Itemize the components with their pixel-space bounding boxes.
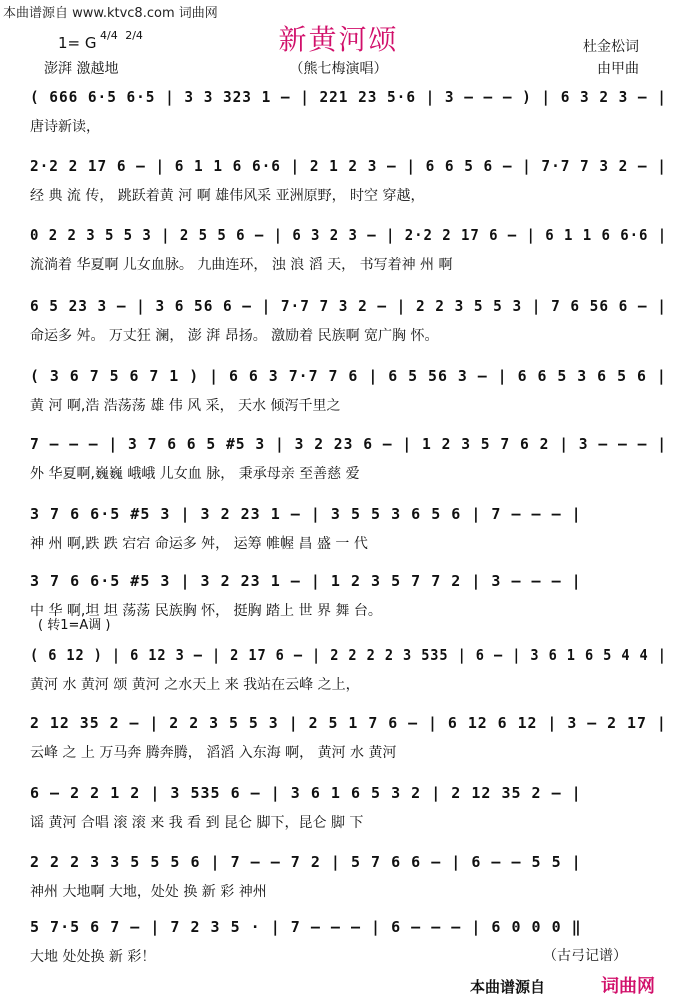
score-row-9	[0, 646, 677, 716]
lyrics-line: 流淌着 华夏啊 儿女血脉。 九曲连环， 浊 浪 滔 天， 书写着神 州 啊	[30, 257, 453, 273]
score-row-7	[0, 505, 677, 575]
score-row-11	[0, 784, 677, 854]
transcriber-credit: （古弓记谱）	[543, 948, 627, 964]
score-row-4	[0, 297, 677, 367]
time-signatures	[98, 30, 145, 41]
score-row-10	[0, 714, 677, 784]
lyrics-line: 谣 黄河 合唱 滚 滚 来 我 看 到 昆仑 脚下，昆仑 脚 下	[30, 815, 364, 831]
score-row-2	[0, 157, 677, 227]
notes-line: 6 – 2 2 1 2 | 3 535 6 – | 3 6 1 6 5 3 2 | 2 12 35 2 – |	[30, 784, 582, 802]
lyrics-line: 黄河 水 黄河 颂 黄河 之水天上 来 我站在云峰 之上，	[30, 677, 360, 693]
score-row-3	[0, 226, 677, 296]
score-row-6	[0, 435, 677, 505]
notes-line: 0 2 2 3 5 5 3 | 2 5 5 6 – | 6 3 2 3 – | 2·2 2 17 6 – | 6 1 1 6 6·6 |	[30, 226, 668, 244]
time-signature-2: 2/4	[125, 29, 143, 42]
key-change-note: ( 转1=A调 )	[38, 618, 111, 633]
lyrics-line: 黄 河 啊,浩 浩荡荡 雄 伟 风 采， 天水 倾泻千里之	[30, 398, 341, 414]
page-title: 新黄河颂	[278, 23, 399, 56]
notes-line: ( 666 6·5 6·5 | 3 3 323 1 – | 221 23 5·6 | 3 – – – ) | 6 3 2 3 – |	[30, 88, 667, 106]
lyrics-line: 神州 大地啊 大地，处处 换 新 彩 神州	[30, 884, 267, 900]
composer: 由甲曲	[597, 61, 639, 77]
singer: （熊七梅演唱）	[289, 61, 388, 77]
lyrics-line: 云峰 之 上 万马奔 腾奔腾， 滔滔 入东海 啊， 黄河 水 黄河	[30, 745, 397, 761]
tempo-style: 澎湃 激越地	[44, 61, 119, 77]
score-row-12	[0, 853, 677, 923]
lyrics-line: 外 华夏啊,巍巍 峨峨 儿女血 脉， 秉承母亲 至善慈 爱	[30, 466, 360, 482]
site-banner: 本曲谱源自 www.ktvc8.com 词曲网	[3, 6, 218, 21]
notes-line: 3 7 6 6·5 #5 3 | 3 2 23 1 – | 1 2 3 5 7 7 2 | 3 – – – |	[30, 572, 582, 590]
lyrics-line: 唐诗新读，	[30, 119, 100, 135]
notes-line: 2·2 2 17 6 – | 6 1 1 6 6·6 | 2 1 2 3 – | 6 6 5 6 – | 7·7 7 3 2 – |	[30, 157, 667, 175]
footer-source-text: 本曲谱源自	[470, 978, 546, 996]
notes-line: ( 3 6 7 5 6 7 1 ) | 6 6 3 7·7 7 6 | 6 5 56 3 – | 6 6 5 3 6 5 6 |	[30, 367, 667, 385]
notes-line: 2 12 35 2 – | 2 2 3 5 5 3 | 2 5 1 7 6 – | 6 12 6 12 | 3 – 2 17 |	[30, 714, 667, 732]
lyrics-line: 神 州 啊,跌 跌 宕宕 命运多 舛， 运筹 帷幄 昌 盛 一 代	[30, 536, 368, 552]
notes-line: 6 5 23 3 – | 3 6 56 6 – | 7·7 7 3 2 – | 2 2 3 5 5 3 | 7 6 56 6 – |	[30, 297, 667, 315]
notes-line: 7 – – – | 3 7 6 6 5 #5 3 | 3 2 23 6 – | 1 2 3 5 7 6 2 | 3 – – – |	[30, 435, 668, 453]
notes-line: 3 7 6 6·5 #5 3 | 3 2 23 1 – | 3 5 5 3 6 5 6 | 7 – – – |	[30, 505, 582, 523]
time-signature-1: 4/4	[100, 29, 118, 42]
lyrics-line: 中 华 啊,坦 坦 荡荡 民族胸 怀， 挺胸 踏上 世 界 舞 台。	[30, 603, 382, 619]
lyricist: 杜金松词	[583, 39, 639, 55]
score-row-5	[0, 367, 677, 437]
lyrics-line: 经 典 流 传， 跳跃着黄 河 啊 雄伟风采 亚洲原野， 时空 穿越，	[30, 188, 425, 204]
notes-line: 2 2 2 3 3 5 5 5 6 | 7 – – 7 2 | 5 7 6 6 – | 6 – – 5 5 |	[30, 853, 582, 871]
footer-logo: 词曲网	[601, 976, 655, 997]
lyrics-line: 命运多 舛。 万丈狂 澜， 澎 湃 昂扬。 激励着 民族啊 宽广胸 怀。	[30, 328, 439, 344]
score-row-1	[0, 88, 677, 158]
lyrics-line: 大地 处处换 新 彩！	[30, 949, 156, 965]
key-signature: 1= G	[58, 34, 97, 52]
notes-line: 5 7·5 6 7 – | 7 2 3 5 · | 7 – – – | 6 – – – | 6 0 0 0 ‖	[30, 918, 582, 936]
notes-line: ( 6 12 ) | 6 12 3 – | 2 17 6 – | 2 2 2 2 3 535 | 6 – | 3 6 1 6 5 4 4 |	[30, 646, 667, 664]
